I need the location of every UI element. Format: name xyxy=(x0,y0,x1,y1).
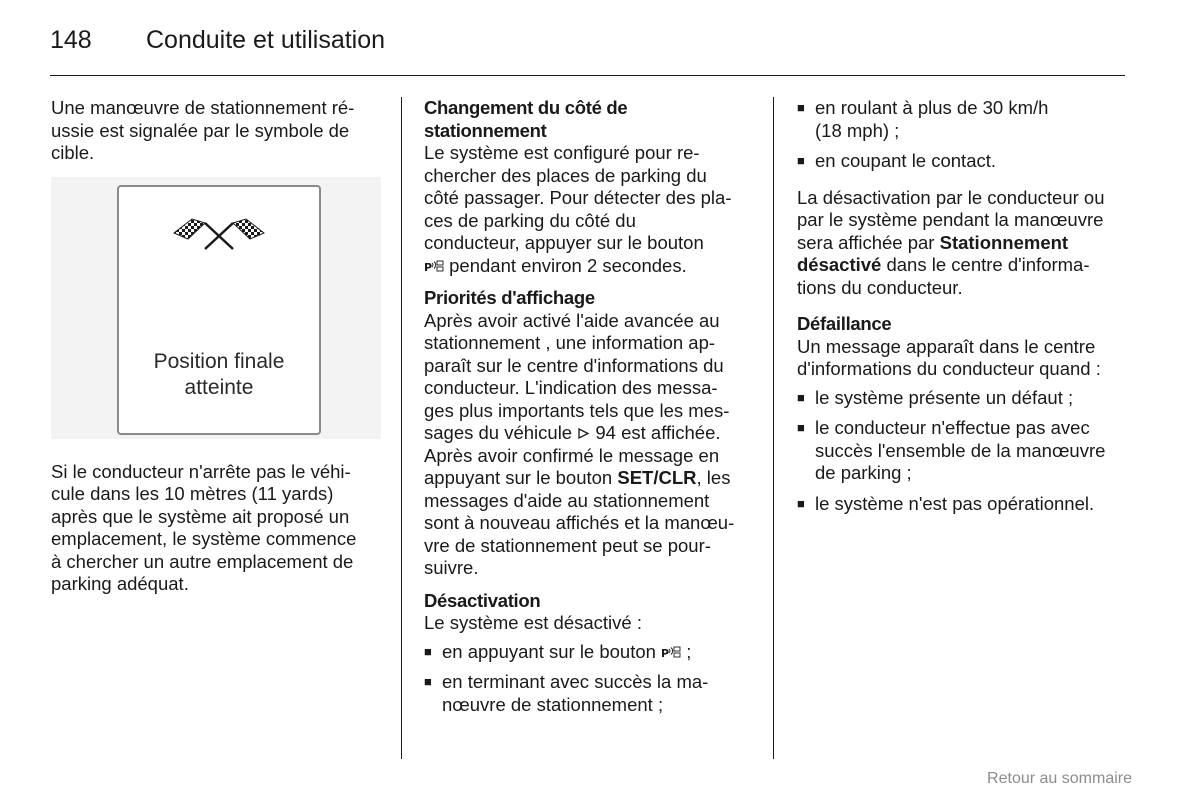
body-paragraph xyxy=(424,310,759,580)
header-rule xyxy=(50,75,1125,76)
text-line: nœuvre de stationnement ; xyxy=(442,693,664,715)
parking-assist-button-icon xyxy=(661,645,681,659)
list-item xyxy=(797,417,1132,485)
page-reference-link[interactable]: 94 est affichée. xyxy=(590,422,721,443)
text-line: cible. xyxy=(51,142,95,163)
text-line: stationnement , une information ap- xyxy=(424,332,716,353)
list-item xyxy=(797,97,1132,142)
text-line: vre de stationnement peut se pour- xyxy=(424,534,711,556)
heading-line: Changement du côté de xyxy=(424,97,628,118)
back-to-contents-link[interactable]: Retour au sommaire xyxy=(987,770,1132,787)
section-heading: Priorités d'affichage xyxy=(424,287,595,308)
text-line: Si le conducteur n'arrête pas le véhi- xyxy=(51,460,351,482)
text-line: Le système est configuré pour re- xyxy=(424,142,700,163)
body-paragraph xyxy=(797,336,1132,381)
text-line: appuyant sur le bouton xyxy=(424,467,618,488)
svg-text:P: P xyxy=(661,646,670,659)
text-line: cule dans les 10 mètres (11 yards) xyxy=(51,483,334,504)
chapter-title: Conduite et utilisation xyxy=(146,26,386,54)
text-line: , les xyxy=(696,467,731,488)
column-divider xyxy=(773,97,774,759)
column-3 xyxy=(797,97,1132,523)
text-line: en coupant le contact. xyxy=(815,150,997,171)
square-bullet-icon: ■ xyxy=(797,420,805,435)
text-line: sera affichée par xyxy=(797,231,940,253)
text-line: par le système pendant la manœuvre xyxy=(797,209,1104,230)
svg-text:P: P xyxy=(424,260,433,273)
text-line: Après avoir confirmé le message en xyxy=(424,444,720,466)
text-line: de parking ; xyxy=(815,462,912,483)
section-heading: Défaillance xyxy=(797,313,892,334)
square-bullet-icon: ■ xyxy=(797,495,805,511)
list-item xyxy=(797,493,1132,516)
text-line: conducteur, appuyer sur le bouton xyxy=(424,232,704,253)
text-line: le système présente un défaut ; xyxy=(815,386,1074,408)
section-heading xyxy=(424,97,759,142)
text-line: côté passager. Pour détecter des pla- xyxy=(424,187,732,208)
list-item xyxy=(797,387,1132,410)
text-line: emplacement, le système commence xyxy=(51,528,357,549)
square-bullet-icon: ■ xyxy=(424,643,432,659)
text-line: Un message apparaît dans le centre xyxy=(797,335,1096,357)
text-line: dans le centre d'informa- xyxy=(881,254,1090,275)
body-paragraph xyxy=(797,187,1132,300)
square-bullet-icon: ■ xyxy=(797,100,805,115)
text-line: Après avoir activé l'aide avancée au xyxy=(424,309,720,331)
text-line: sages du véhicule xyxy=(424,422,578,443)
status-message-text: désactivé xyxy=(797,254,882,275)
text-line: La désactivation par le conducteur ou xyxy=(797,186,1105,208)
list-item xyxy=(424,641,759,664)
intro-paragraph xyxy=(51,97,386,165)
display-message xyxy=(119,349,319,401)
text-line: ges plus importants tels que les mes- xyxy=(424,399,730,421)
body-paragraph xyxy=(51,461,386,596)
text-line: chercher des places de parking du xyxy=(424,164,707,186)
text-line: suivre. xyxy=(424,557,479,578)
square-bullet-icon: ■ xyxy=(797,389,805,405)
text-line: paraît sur le centre d'informations du xyxy=(424,354,724,376)
text-line: tions du conducteur. xyxy=(797,276,963,298)
display-line: Position finale xyxy=(153,349,285,373)
column-2 xyxy=(424,97,759,724)
status-message-text: Stationnement xyxy=(939,231,1069,253)
heading-line: stationnement xyxy=(424,119,547,141)
body-paragraph: Le système est désactivé : xyxy=(424,612,642,633)
body-paragraph xyxy=(424,142,759,277)
text-line: (18 mph) ; xyxy=(815,119,900,141)
text-line: sont à nouveau affichés et la manœu- xyxy=(424,512,735,533)
parking-assist-button-icon xyxy=(424,259,444,273)
list-item xyxy=(797,150,1132,173)
text-line: le système n'est pas opérationnel. xyxy=(815,492,1095,514)
text-line: conducteur. L'indication des messa- xyxy=(424,377,718,398)
column-1 xyxy=(51,97,386,606)
display-line: atteinte xyxy=(184,375,254,399)
section-heading: Désactivation xyxy=(424,589,541,611)
text-line: à chercher un autre emplacement de xyxy=(51,550,354,572)
page-number: 148 xyxy=(50,26,92,54)
text-line: succès l'ensemble de la manœuvre xyxy=(815,439,1106,461)
text-line: ; xyxy=(681,640,692,662)
text-line: messages d'aide au stationnement xyxy=(424,489,710,511)
text-line: parking adéquat. xyxy=(51,573,189,594)
square-bullet-icon: ■ xyxy=(797,153,805,168)
text-line: en roulant à plus de 30 km/h xyxy=(815,97,1049,118)
button-label-set-clr: SET/CLR xyxy=(617,467,697,488)
column-divider xyxy=(401,97,402,759)
square-bullet-icon: ■ xyxy=(424,674,432,689)
text-line: d'informations du conducteur quand : xyxy=(797,358,1101,379)
checkered-flags-icon xyxy=(170,217,268,251)
text-line: Une manœuvre de stationnement ré- xyxy=(51,97,355,118)
display-illustration xyxy=(51,177,381,439)
text-line: après que le système ait proposé un xyxy=(51,505,350,527)
text-line: en appuyant sur le bouton xyxy=(442,640,662,662)
text-line: ussie est signalée par le symbole de xyxy=(51,119,350,141)
text-line: le conducteur n'effectue pas avec xyxy=(815,417,1090,438)
text-line: pendant environ 2 secondes. xyxy=(444,254,687,276)
driver-info-display xyxy=(117,185,321,435)
list-item xyxy=(424,671,759,716)
page-reference-arrow-icon[interactable] xyxy=(577,427,590,440)
text-line: en terminant avec succès la ma- xyxy=(442,671,709,692)
text-line: ces de parking du côté du xyxy=(424,209,636,231)
